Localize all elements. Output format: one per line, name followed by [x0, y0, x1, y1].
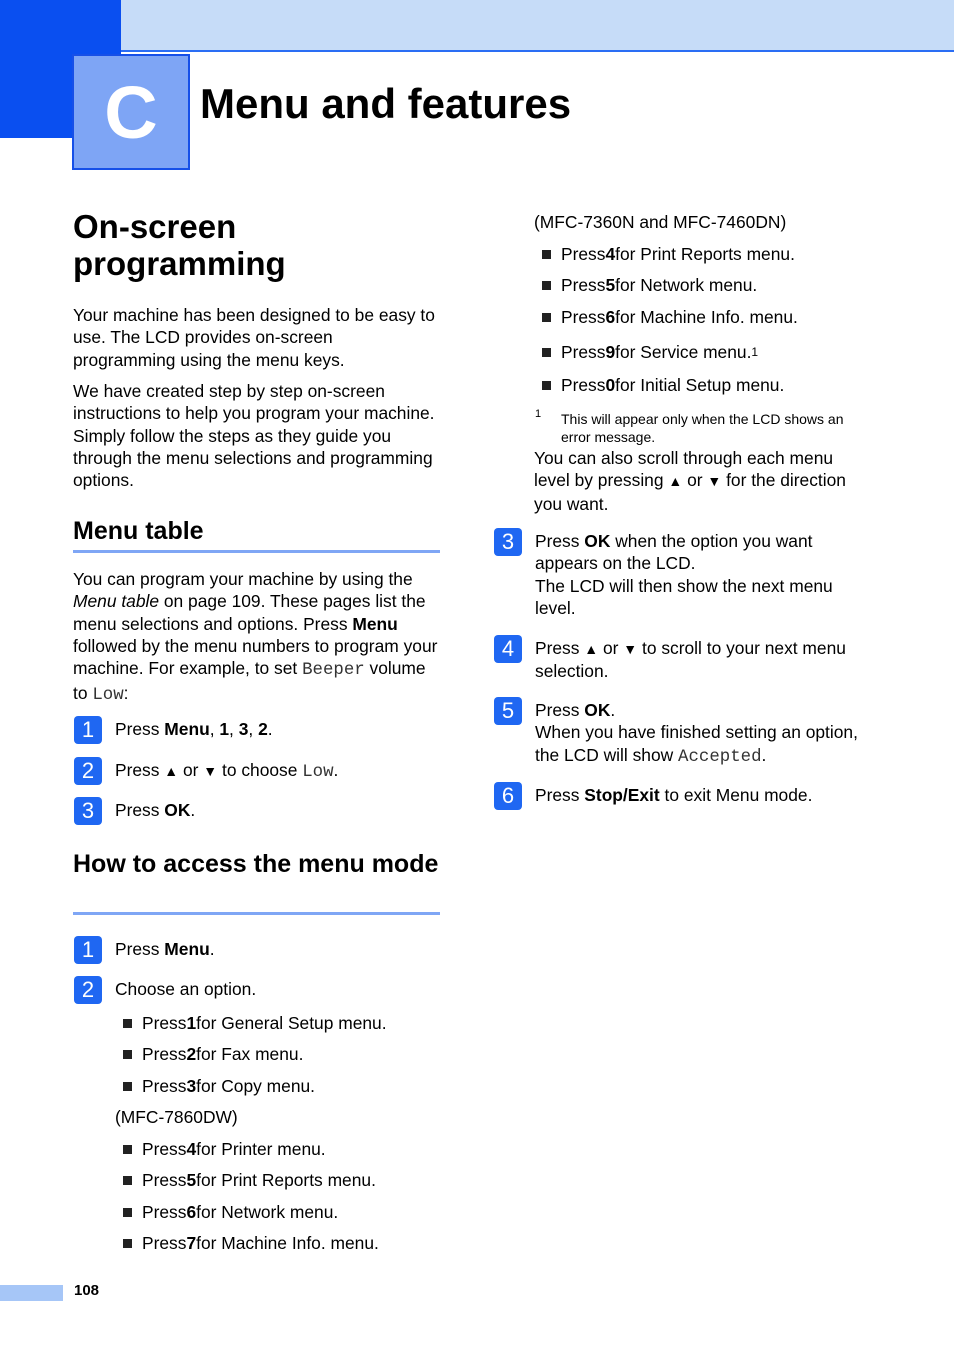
footnote-ref: 1: [751, 345, 759, 359]
up-arrow-icon: ▲: [164, 763, 179, 779]
page-number: 108: [74, 1282, 100, 1299]
paragraph-intro: Your machine has been designed to be easy to use. The LCD provides on-screen programming using the menu keys.: [73, 305, 435, 370]
step-a1: 1 Press Menu, 1, 3, 2.: [74, 716, 273, 744]
list-item: Press 5 for Network menu.: [542, 274, 757, 296]
down-arrow-icon: ▼: [623, 641, 638, 657]
step-b1: 1 Press Menu.: [74, 936, 215, 964]
list-item: Press 4 for Print Reports menu.: [542, 243, 795, 265]
step-c6: 6 Press Stop/Exit to exit Menu mode.: [494, 782, 864, 810]
section-heading-onscreen: On-screen programming: [73, 208, 286, 282]
footnote-number: 1: [535, 408, 542, 420]
heading-rule: [73, 912, 440, 915]
step-c5: 5 Press OK. When you have finished setting an option, the LCD will show Accepted.: [494, 697, 864, 769]
step-b2: 2 Choose an option.: [74, 976, 256, 1004]
list-item: Press 5 for Print Reports menu.: [123, 1169, 376, 1191]
list-item: Press 1 for General Setup menu.: [123, 1012, 387, 1034]
paragraph-menu-table: You can program your machine by using the Menu table on page 109. These pages list the menu selections and options. Press Menu followed by the menu numbers to program your machine. For example, to set Beeper volume to Low:: [73, 569, 438, 706]
up-arrow-icon: ▲: [668, 473, 683, 490]
step-a2: 2 Press ▲ or ▼ to choose Low.: [74, 757, 338, 785]
paragraph-instructions: We have created step by step on-screen instructions to help you program your machine. Simply follow the steps as they guide you through the menu selections and programming options.: [73, 381, 435, 491]
footer-band: [0, 1285, 63, 1301]
down-arrow-icon: ▼: [707, 473, 722, 490]
down-arrow-icon: ▼: [203, 763, 218, 779]
paragraph-scroll: You can also scroll through each menu level by pressing ▲ or ▼ for the direction you want.: [534, 448, 846, 514]
header-band: [0, 0, 954, 52]
footnote-text: This will appear only when the LCD shows an error message.: [561, 411, 844, 445]
model-label: (MFC-7360N and MFC-7460DN): [534, 212, 787, 232]
list-item: Press 6 for Network menu.: [123, 1201, 338, 1223]
up-arrow-icon: ▲: [584, 641, 599, 657]
chapter-letter: C: [104, 70, 158, 154]
heading-rule: [73, 550, 440, 553]
list-item: Press 2 for Fax menu.: [123, 1043, 303, 1065]
chapter-letter-box: [72, 54, 190, 170]
step-c3: 3 Press OK when the option you want appears on the LCD. The LCD will then show the next menu level.: [494, 528, 864, 619]
menu-table-link[interactable]: Menu table: [73, 591, 160, 612]
step-c4: 4 Press ▲ or ▼ to scroll to your next menu selection.: [494, 635, 864, 683]
list-item: Press 4 for Printer menu.: [123, 1138, 326, 1160]
list-item: Press 6 for Machine Info. menu.: [542, 306, 798, 328]
list-item: Press 9 for Service menu. 1: [542, 341, 758, 363]
list-item: Press 3 for Copy menu.: [123, 1075, 315, 1097]
model-label: (MFC-7860DW): [115, 1107, 238, 1127]
list-item: Press 7 for Machine Info. menu.: [123, 1232, 379, 1254]
chapter-title: Menu and features: [200, 80, 572, 127]
list-item: Press 0 for Initial Setup menu.: [542, 374, 784, 396]
heading-access-menu: How to access the menu mode: [73, 850, 439, 878]
step-a3: 3 Press OK.: [74, 797, 195, 825]
heading-menu-table: Menu table: [73, 517, 204, 545]
